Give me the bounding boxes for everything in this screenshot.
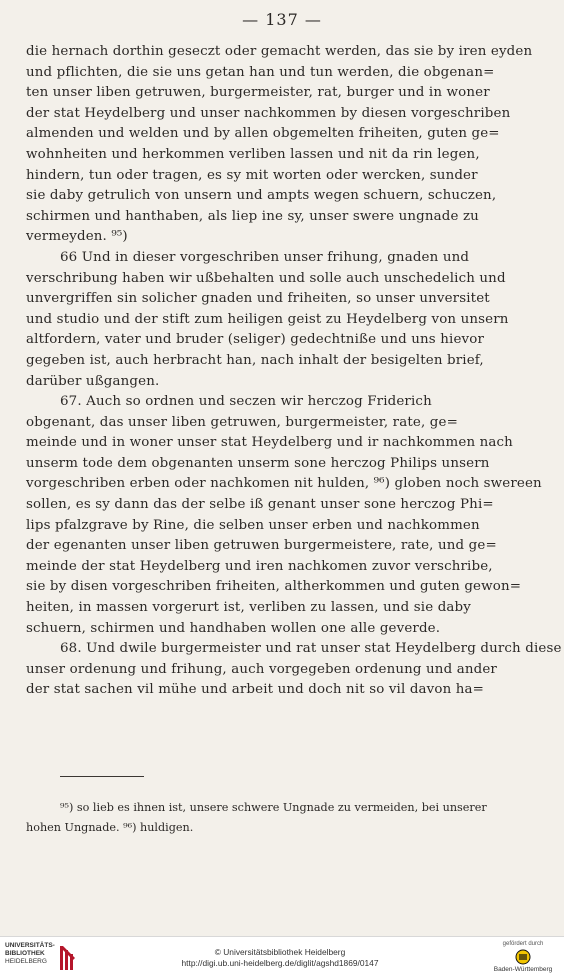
text-line: heiten, in massen vorgerurt ist, verliben zu lassen, und sie daby (26, 600, 471, 616)
text-line: der egenanten unser liben getruwen burgermeistere, rate, und ge= (26, 538, 497, 554)
text-line: schirmen und hanthaben, als liep ine sy, unser swere ungnade zu (26, 208, 479, 224)
text-line: vorgeschriben erben oder nachkomen nit hulden, ⁹⁶) globen noch swereen (26, 476, 542, 492)
text-line: ten unser liben getruwen, burgermeister, rat, burger und in woner (26, 85, 490, 101)
state-crest-icon (515, 949, 531, 965)
text-line: sie by disen vorgeschriben friheiten, altherkommen und guten gewon= (26, 579, 522, 595)
text-line: sie daby getrulich von unsern und ampts wegen schuern, schuczen, (26, 188, 497, 204)
text-line: und pflichten, die sie uns getan han und tun werden, die obgenan= (26, 64, 495, 80)
text-line: darüber ußgangen. (26, 373, 160, 389)
footnotes (26, 798, 502, 838)
text-line: 68. Und dwile burgermeister und rat unser stat Heydelberg durch diese (60, 641, 562, 657)
text-line: gegeben ist, auch herbracht han, nach inhalt der besigelten brief, (26, 352, 484, 368)
text-line: schuern, schirmen und handhaben wollen one alle geverde. (26, 620, 441, 636)
footnote-line: hohen Ungnade. ⁹⁶) huldigen. (26, 821, 194, 834)
sponsor-block (488, 940, 558, 974)
text-line: vermeyden. ⁹⁵) (26, 229, 128, 245)
text-line: der stat Heydelberg und unser nachkommen by diesen vorgeschriben (26, 105, 511, 121)
text-line: verschribung haben wir ußbehalten und solle auch unschedelich und (26, 270, 506, 286)
text-line: almenden und welden und by allen obgemelten friheiten, guten ge= (26, 126, 500, 142)
text-line: altfordern, vater und bruder (seliger) gedechtniße und uns hievor (26, 332, 484, 348)
footnote-line: ⁹⁵) so lieb es ihnen ist, unsere schwere Ungnade zu vermeiden, bei unserer (60, 801, 487, 814)
text-line: 66 Und in dieser vorgeschriben unser frihung, gnaden und (60, 249, 470, 265)
text-line: lips pfalzgrave by Rine, die selben unser erben und nachkommen (26, 517, 480, 533)
body-text (26, 42, 562, 701)
library-emblem-icon (59, 944, 77, 972)
text-line: wohnheiten und herkommen verliben lassen und nit da rin legen, (26, 146, 480, 162)
sponsor-label: gefördert durch (502, 941, 544, 947)
permalink[interactable]: http://digi.ub.uni-heidelberg.de/diglit/agshd1869/0147 (181, 958, 379, 968)
footnote-rule (60, 776, 144, 777)
text-line: unser ordenung und frihung, auch vorgegeben ordenung und ander (26, 661, 497, 677)
text-line: sollen, es sy dann das der selbe iß genant unser sone herczog Phi= (26, 497, 494, 513)
sponsor-name: Baden-Württemberg (493, 966, 553, 973)
library-city: HEIDELBERG (5, 958, 47, 965)
footer-credits (140, 947, 420, 969)
library-logo[interactable] (5, 942, 77, 976)
text-line: meinde der stat Heydelberg und iren nachkomen zuvor verschribe, (26, 558, 493, 574)
text-line: hindern, tun oder tragen, es sy mit worten oder wercken, sunder (26, 167, 478, 183)
copyright-text: © Universitätsbibliothek Heidelberg (214, 947, 346, 957)
text-line: meinde und in woner unser stat Heydelberg und ir nachkommen nach (26, 435, 513, 451)
footer-bar (0, 936, 564, 978)
text-line: unvergriffen sin solicher gnaden und friheiten, so unser unversitet (26, 291, 490, 307)
page-number: — 137 — (242, 10, 322, 29)
text-line: und studio und der stift zum heiligen geist zu Heydelberg von unsern (26, 311, 509, 327)
text-line: obgenant, das unser liben getruwen, burgermeister, rate, ge= (26, 414, 458, 430)
text-line: die hernach dorthin geseczt oder gemacht werden, das sie by iren eyden (26, 44, 533, 59)
text-line: unserm tode dem obgenanten unserm sone herczog Philips unsern (26, 455, 490, 471)
text-line: der stat sachen vil mühe und arbeit und doch nit so vil davon ha= (26, 682, 485, 698)
text-line: 67. Auch so ordnen und seczen wir herczog Friderich (60, 394, 432, 410)
library-name-line-1: UNIVERSITÄTS- (5, 942, 55, 949)
library-name-line-2: BIBLIOTHEK (5, 950, 45, 957)
